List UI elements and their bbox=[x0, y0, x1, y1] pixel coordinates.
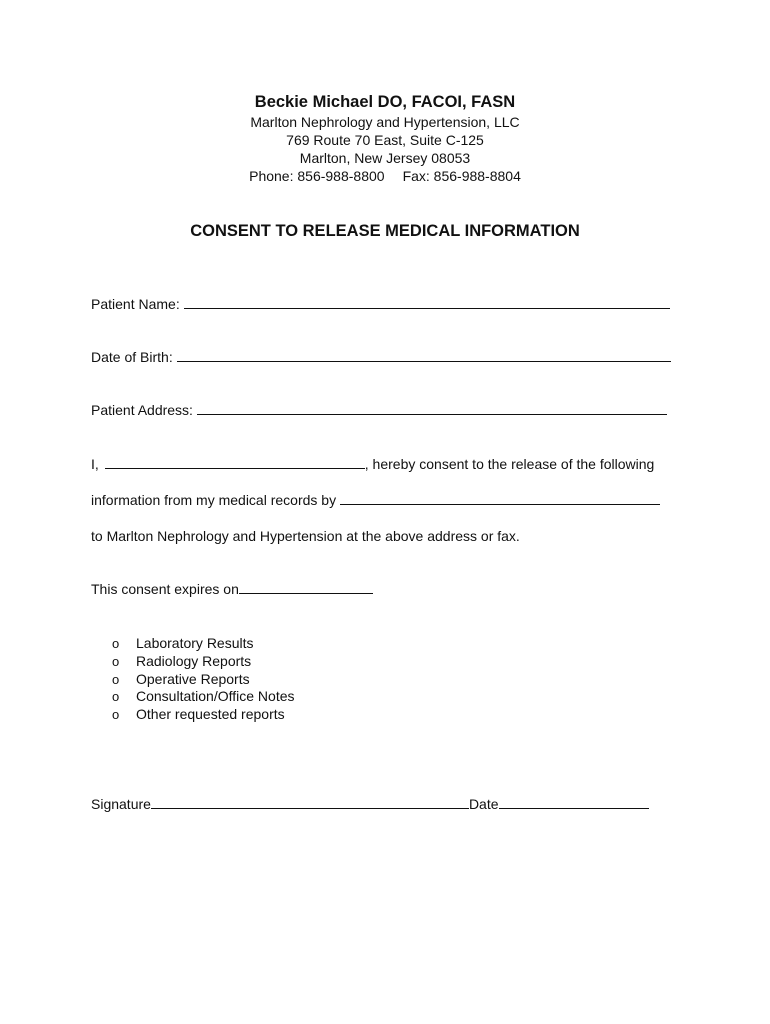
patient-address-field[interactable] bbox=[197, 413, 667, 415]
bullet-circle-icon: o bbox=[112, 707, 120, 723]
records-from-row bbox=[91, 492, 660, 508]
patient-name-field[interactable] bbox=[184, 307, 670, 309]
release-to-text: to Marlton Nephrology and Hypertension at the above address or fax. bbox=[91, 528, 520, 544]
signature-row bbox=[91, 796, 649, 812]
consent-prefix: I, bbox=[91, 456, 99, 472]
phone-number: Phone: 856-988-8800 bbox=[249, 168, 385, 184]
list-item[interactable] bbox=[112, 688, 295, 706]
consent-suffix: , hereby consent to the release of the following bbox=[364, 456, 655, 472]
patient-name-row bbox=[91, 296, 670, 312]
city-state-zip: Marlton, New Jersey 08053 bbox=[299, 150, 471, 166]
bullet-circle-icon: o bbox=[112, 636, 120, 651]
expiration-row bbox=[91, 581, 373, 597]
patient-name-label: Patient Name: bbox=[91, 296, 180, 312]
release-to-row bbox=[91, 528, 520, 544]
dob-field[interactable] bbox=[177, 360, 671, 362]
list-item[interactable] bbox=[112, 653, 295, 671]
bullet-circle-icon: o bbox=[112, 689, 120, 705]
form-title: CONSENT TO RELEASE MEDICAL INFORMATION bbox=[190, 222, 580, 240]
dob-row bbox=[91, 349, 671, 365]
consent-row bbox=[91, 456, 654, 472]
bullet-circle-icon: o bbox=[112, 653, 120, 669]
street-address: 769 Route 70 East, Suite C-125 bbox=[286, 132, 484, 148]
contact-line bbox=[0, 168, 770, 184]
fax-number: Fax: 856-988-8804 bbox=[402, 168, 521, 184]
expires-label: This consent expires on bbox=[91, 581, 239, 597]
report-type-label: Radiology Reports bbox=[136, 652, 252, 669]
consenting-person-field[interactable] bbox=[105, 467, 365, 469]
bullet-circle-icon: o bbox=[112, 671, 120, 687]
doctor-name: Beckie Michael DO, FACOI, FASN bbox=[254, 93, 516, 111]
patient-address-row bbox=[91, 402, 667, 418]
signature-label: Signature bbox=[91, 796, 151, 812]
list-item[interactable] bbox=[112, 706, 295, 724]
list-item[interactable] bbox=[112, 635, 295, 653]
signature-field[interactable] bbox=[151, 807, 469, 809]
records-provider-field[interactable] bbox=[340, 503, 660, 505]
date-label: Date bbox=[468, 796, 499, 812]
practice-name: Marlton Nephrology and Hypertension, LLC bbox=[250, 114, 520, 130]
signature-date-field[interactable] bbox=[499, 807, 649, 809]
report-type-label: Consultation/Office Notes bbox=[136, 688, 295, 705]
report-type-list bbox=[112, 635, 295, 724]
expiration-date-field[interactable] bbox=[239, 592, 373, 594]
records-from-label: information from my medical records by bbox=[91, 492, 337, 508]
report-type-label: Other requested reports bbox=[136, 706, 285, 723]
list-item[interactable] bbox=[112, 671, 295, 689]
dob-label: Date of Birth: bbox=[91, 349, 173, 365]
patient-address-label: Patient Address: bbox=[91, 402, 193, 418]
report-type-label: Laboratory Results bbox=[136, 635, 254, 651]
report-type-label: Operative Reports bbox=[136, 670, 250, 687]
